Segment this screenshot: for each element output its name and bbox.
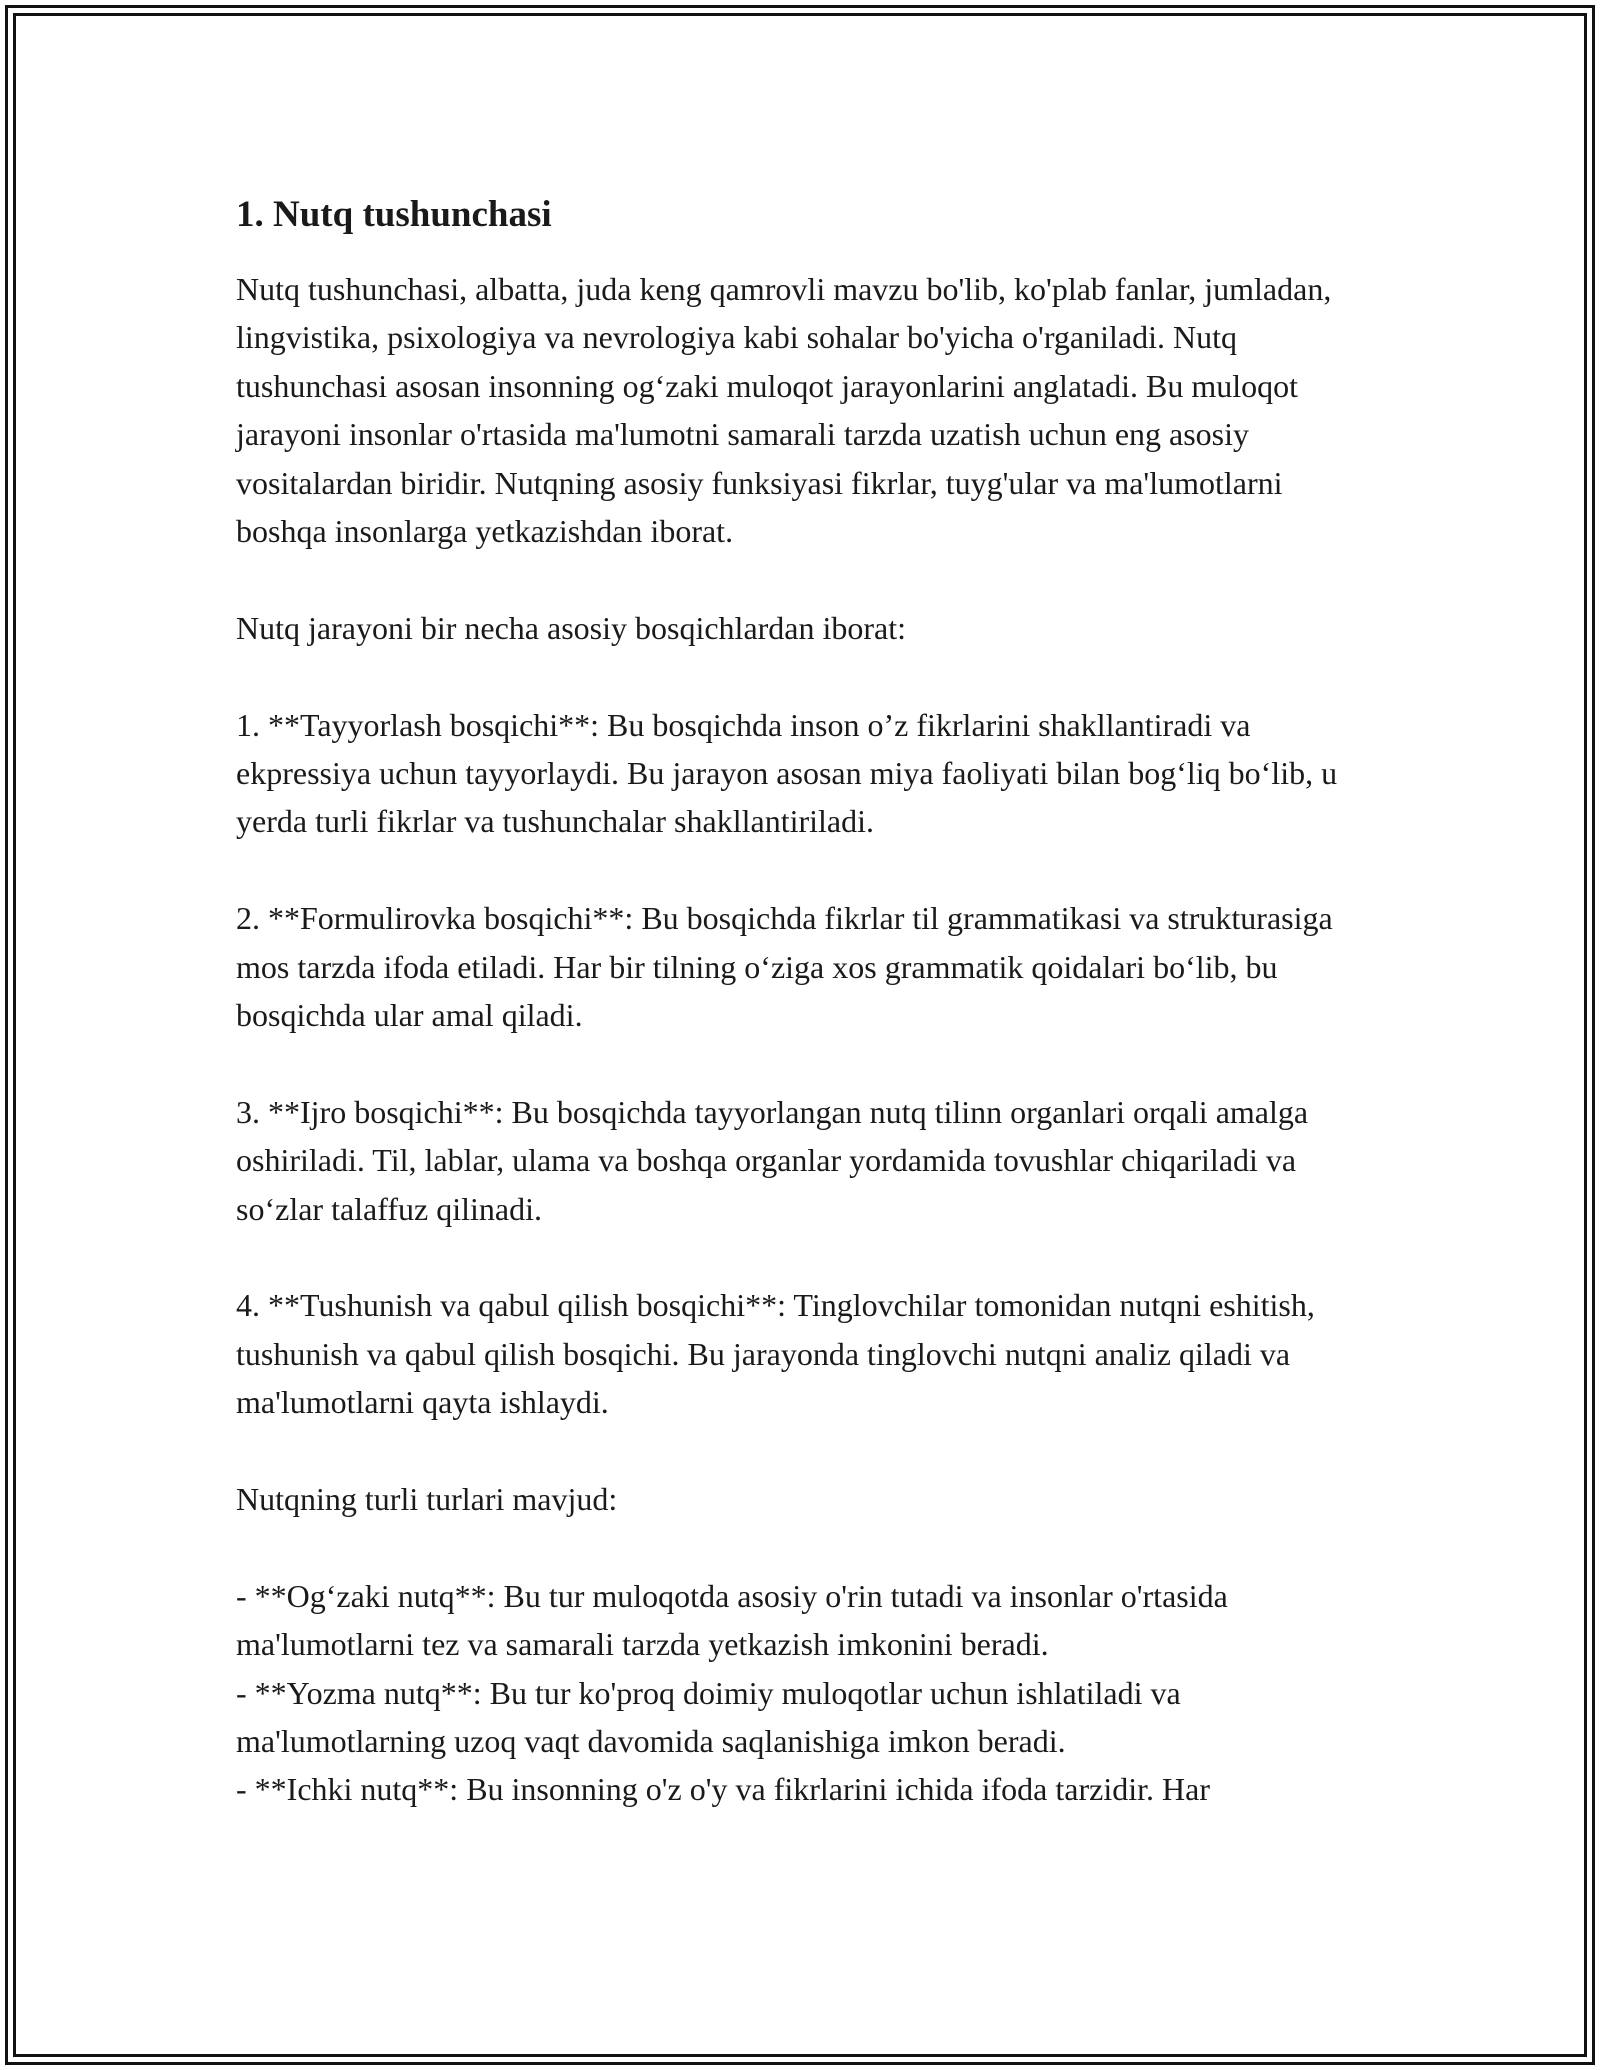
- document-body: [236, 185, 1376, 1814]
- paragraph-gap: [236, 846, 1376, 894]
- intro-paragraph: Nutq tushunchasi, albatta, juda keng qamrovli mavzu bo'lib, ko'plab fanlar, jumladan, lingvistika, psixologiya va nevrologiya kabi sohalar bo'yicha o'rganiladi. Nutq tushunchasi asosan insonning og‘zaki muloqot jarayonlarini anglatadi. Bu muloqot jarayoni insonlar o'rtasida ma'lumotni samarali tarzda uzatish uchun eng asosiy vositalardan biridir. Nutqning asosiy funksiyasi fikrlar, tuyg'ular va ma'lumotlarni boshqa insonlarga yetkazishdan iborat.: [236, 271, 1332, 550]
- section-heading: 1. Nutq tushunchasi: [236, 194, 552, 235]
- paragraph-gap: [236, 1523, 1376, 1571]
- paragraph-gap: [236, 555, 1376, 603]
- stage-3-paragraph: 3. **Ijro bosqichi**: Bu bosqichda tayyorlangan nutq tilinn organlari orqali amalga oshiriladi. Til, lablar, ulama va boshqa organlar yordamida tovushlar chiqariladi va so‘zlar talaffuz qilinadi.: [236, 1093, 1309, 1227]
- type-oral-item: - **Og‘zaki nutq**: Bu tur muloqotda asosiy o'rin tutadi va insonlar o'rtasida ma'lumotlarni tez va samarali tarzda yetkazish imkonini beradi.: [236, 1577, 1228, 1663]
- paragraph-gap: [236, 1233, 1376, 1281]
- type-written-item: - **Yozma nutq**: Bu tur ko'proq doimiy muloqotlar uchun ishlatiladi va ma'lumotlarning uzoq vaqt davomida saqlanishiga imkon beradi.: [236, 1674, 1181, 1760]
- types-intro-paragraph: Nutqning turli turlari mavjud:: [236, 1481, 618, 1518]
- stage-2-paragraph: 2. **Formulirovka bosqichi**: Bu bosqichda fikrlar til grammatikasi va strukturasiga mos tarzda ifoda etiladi. Har bir tilning o‘ziga xos grammatik qoidalari bo‘lib, bu bosqichda ular amal qiladi.: [236, 900, 1333, 1034]
- paragraph-gap: [236, 652, 1376, 700]
- stages-intro-paragraph: Nutq jarayoni bir necha asosiy bosqichlardan iborat:: [236, 609, 907, 646]
- paragraph-gap: [236, 1427, 1376, 1475]
- paragraph-gap: [236, 1039, 1376, 1087]
- stage-1-paragraph: 1. **Tayyorlash bosqichi**: Bu bosqichda inson o’z fikrlarini shakllantiradi va ekpressiya uchun tayyorlaydi. Bu jarayon asosan miya faoliyati bilan bog‘liq bo‘lib, u yerda turli fikrlar va tushunchalar shakllantiriladi.: [236, 706, 1338, 840]
- stage-4-paragraph: 4. **Tushunish va qabul qilish bosqichi**: Tinglovchilar tomonidan nutqni eshitish, tushunish va qabul qilish bosqichi. Bu jarayonda tinglovchi nutqni analiz qiladi va ma'lumotlarni qayta ishlaydi.: [236, 1287, 1315, 1421]
- type-inner-item: - **Ichki nutq**: Bu insonning o'z o'y va fikrlarini ichida ifoda tarzidir. Har: [236, 1771, 1210, 1808]
